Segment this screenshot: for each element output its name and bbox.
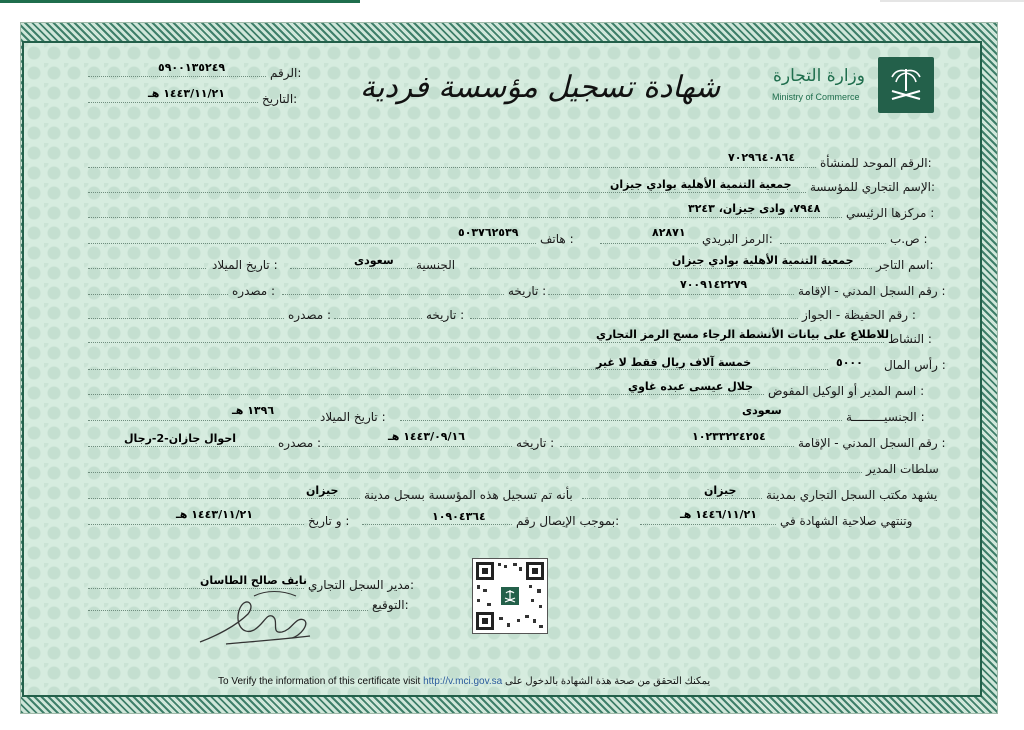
manager-label: اسم المدير أو الوكيل المفوض : [768,384,925,398]
mgr-source-value: احوال جازان-2-رجال [124,432,237,445]
ministry-logo [878,57,934,113]
top-border-line [0,0,360,3]
birthdate-label: تاريخ الميلاد : [212,258,278,272]
mgr-civil-value: ١٠٢٣٣٢٢٤٢٥٤ [692,430,766,443]
mgr-nationality-label: الجنسيـــــــــة : [846,410,925,424]
activity-value: للاطلاع على بيانات الأنشطة الرجاء مسح الرمز التجاري [596,328,890,341]
top-border-line-right [880,0,1024,2]
verify-ar: يمكنك التحقق من صحة هذة الشهادة بالدخول على [504,676,711,687]
expiry-value: ١٤٤٦/١١/٢١ هـ [680,508,757,521]
manager-value: جلال عيسى عبده غاوي [628,380,754,393]
mgr-birth-value: ١٣٩٦ هـ [232,404,275,417]
verify-line [218,676,710,687]
certify-mid: بأنه تم تسجيل هذه المؤسسة بسجل مدينة [364,488,573,502]
civil-label: رقم السجل المدني - الإقامة : [798,284,946,298]
certify-city2: جيزان [306,484,339,497]
civil-value: ٧٠٠٩١٤٢٢٧٩ [680,278,748,291]
phone-label: هاتف : [540,232,574,246]
trade-name-value: جمعية التنمية الأهلية بوادي جيزان [610,178,792,191]
mgr-birth-label: تاريخ الميلاد : [320,410,386,424]
activity-label: النشاط : [888,332,932,346]
ministry-name-en: Ministry of Commerce [772,92,860,102]
mgr-nationality-value: سعودى [742,404,782,417]
number-label: الرقم: [270,66,302,80]
capital-value: ٥٠٠٠ [836,356,863,369]
capital-label: رأس المال : [884,358,946,372]
hq-label: مركزها الرئيسي : [846,206,935,220]
receipt-value: ١٠٩٠٤٣٦٤ [432,510,486,523]
and-date-label: و تاريخ : [308,514,350,528]
certificate-title: شهادة تسجيل مؤسسة فردية [360,70,721,105]
civil-date-label: تاريخه : [508,284,547,298]
ministry-name-ar: وزارة التجارة [773,66,865,86]
verify-en: To Verify the information of this certificate visit [218,676,421,687]
postal-label: الرمز البريدي: [702,232,773,246]
family-date-label: تاريخه : [426,308,465,322]
number-value: ٥٩٠٠١٣٥٢٤٩ [158,61,226,74]
unified-no-value: ٧٠٢٩٦٤٠٨٦٤ [728,151,796,164]
certify-label: يشهد مكتب السجل التجاري بمدينة [766,488,938,502]
certify-city: جيزان [704,484,737,497]
family-label: رقم الحفيظة - الجواز : [802,308,916,322]
postal-value: ٨٢٨٧١ [652,226,686,239]
trade-name-label: الإسم التجاري للمؤسسة: [810,180,936,194]
qr-code-icon [473,559,547,633]
registrar-value: نايف صالح الطاسان [200,574,308,587]
pobox-label: ص.ب : [890,232,928,246]
merchant-value: جمعية التنمية الأهلية بوادي جيزان [672,254,854,267]
phone-value: ٥٠٣٧٦٢٥٣٩ [458,226,519,239]
family-source-label: مصدره : [288,308,332,322]
capital-words: خمسة آلاف ريال فقط لا غير [596,356,752,369]
palm-swords-icon [878,57,934,113]
expiry-label: وتنتهي صلاحية الشهادة في [780,514,913,528]
registrar-label: مدير السجل التجاري: [308,578,415,592]
signature-label: التوقيع: [372,598,409,612]
unified-no-label: الرقم الموحد للمنشأة: [820,156,932,170]
and-date-value: ١٤٤٣/١١/٢١ هـ [176,508,253,521]
receipt-label: بموجب الإيصال رقم: [516,514,620,528]
mgr-civil-date-value: ١٤٤٣/٠٩/١٦ هـ [388,430,465,443]
mgr-civil-label: رقم السجل المدني - الإقامة : [798,436,946,450]
mgr-source-label: مصدره : [278,436,322,450]
mgr-civil-date-label: تاريخه : [516,436,555,450]
handwritten-signature [196,586,316,648]
qr-code[interactable] [472,558,548,634]
source-label: مصدره : [232,284,276,298]
merchant-label: اسم التاجر: [876,258,934,272]
powers-label: سلطات المدير [866,462,939,476]
hq-value: ٧٩٤٨، وادى جيزان، ٣٢٤٣ [688,202,821,215]
nationality-label: الجنسية [416,258,456,272]
nationality-value: سعودى [354,254,394,267]
verify-url[interactable]: http://v.mci.gov.sa [423,676,503,687]
date-value: ١٤٤٣/١١/٢١ هـ [148,87,225,100]
date-label: التاريخ: [262,92,298,106]
